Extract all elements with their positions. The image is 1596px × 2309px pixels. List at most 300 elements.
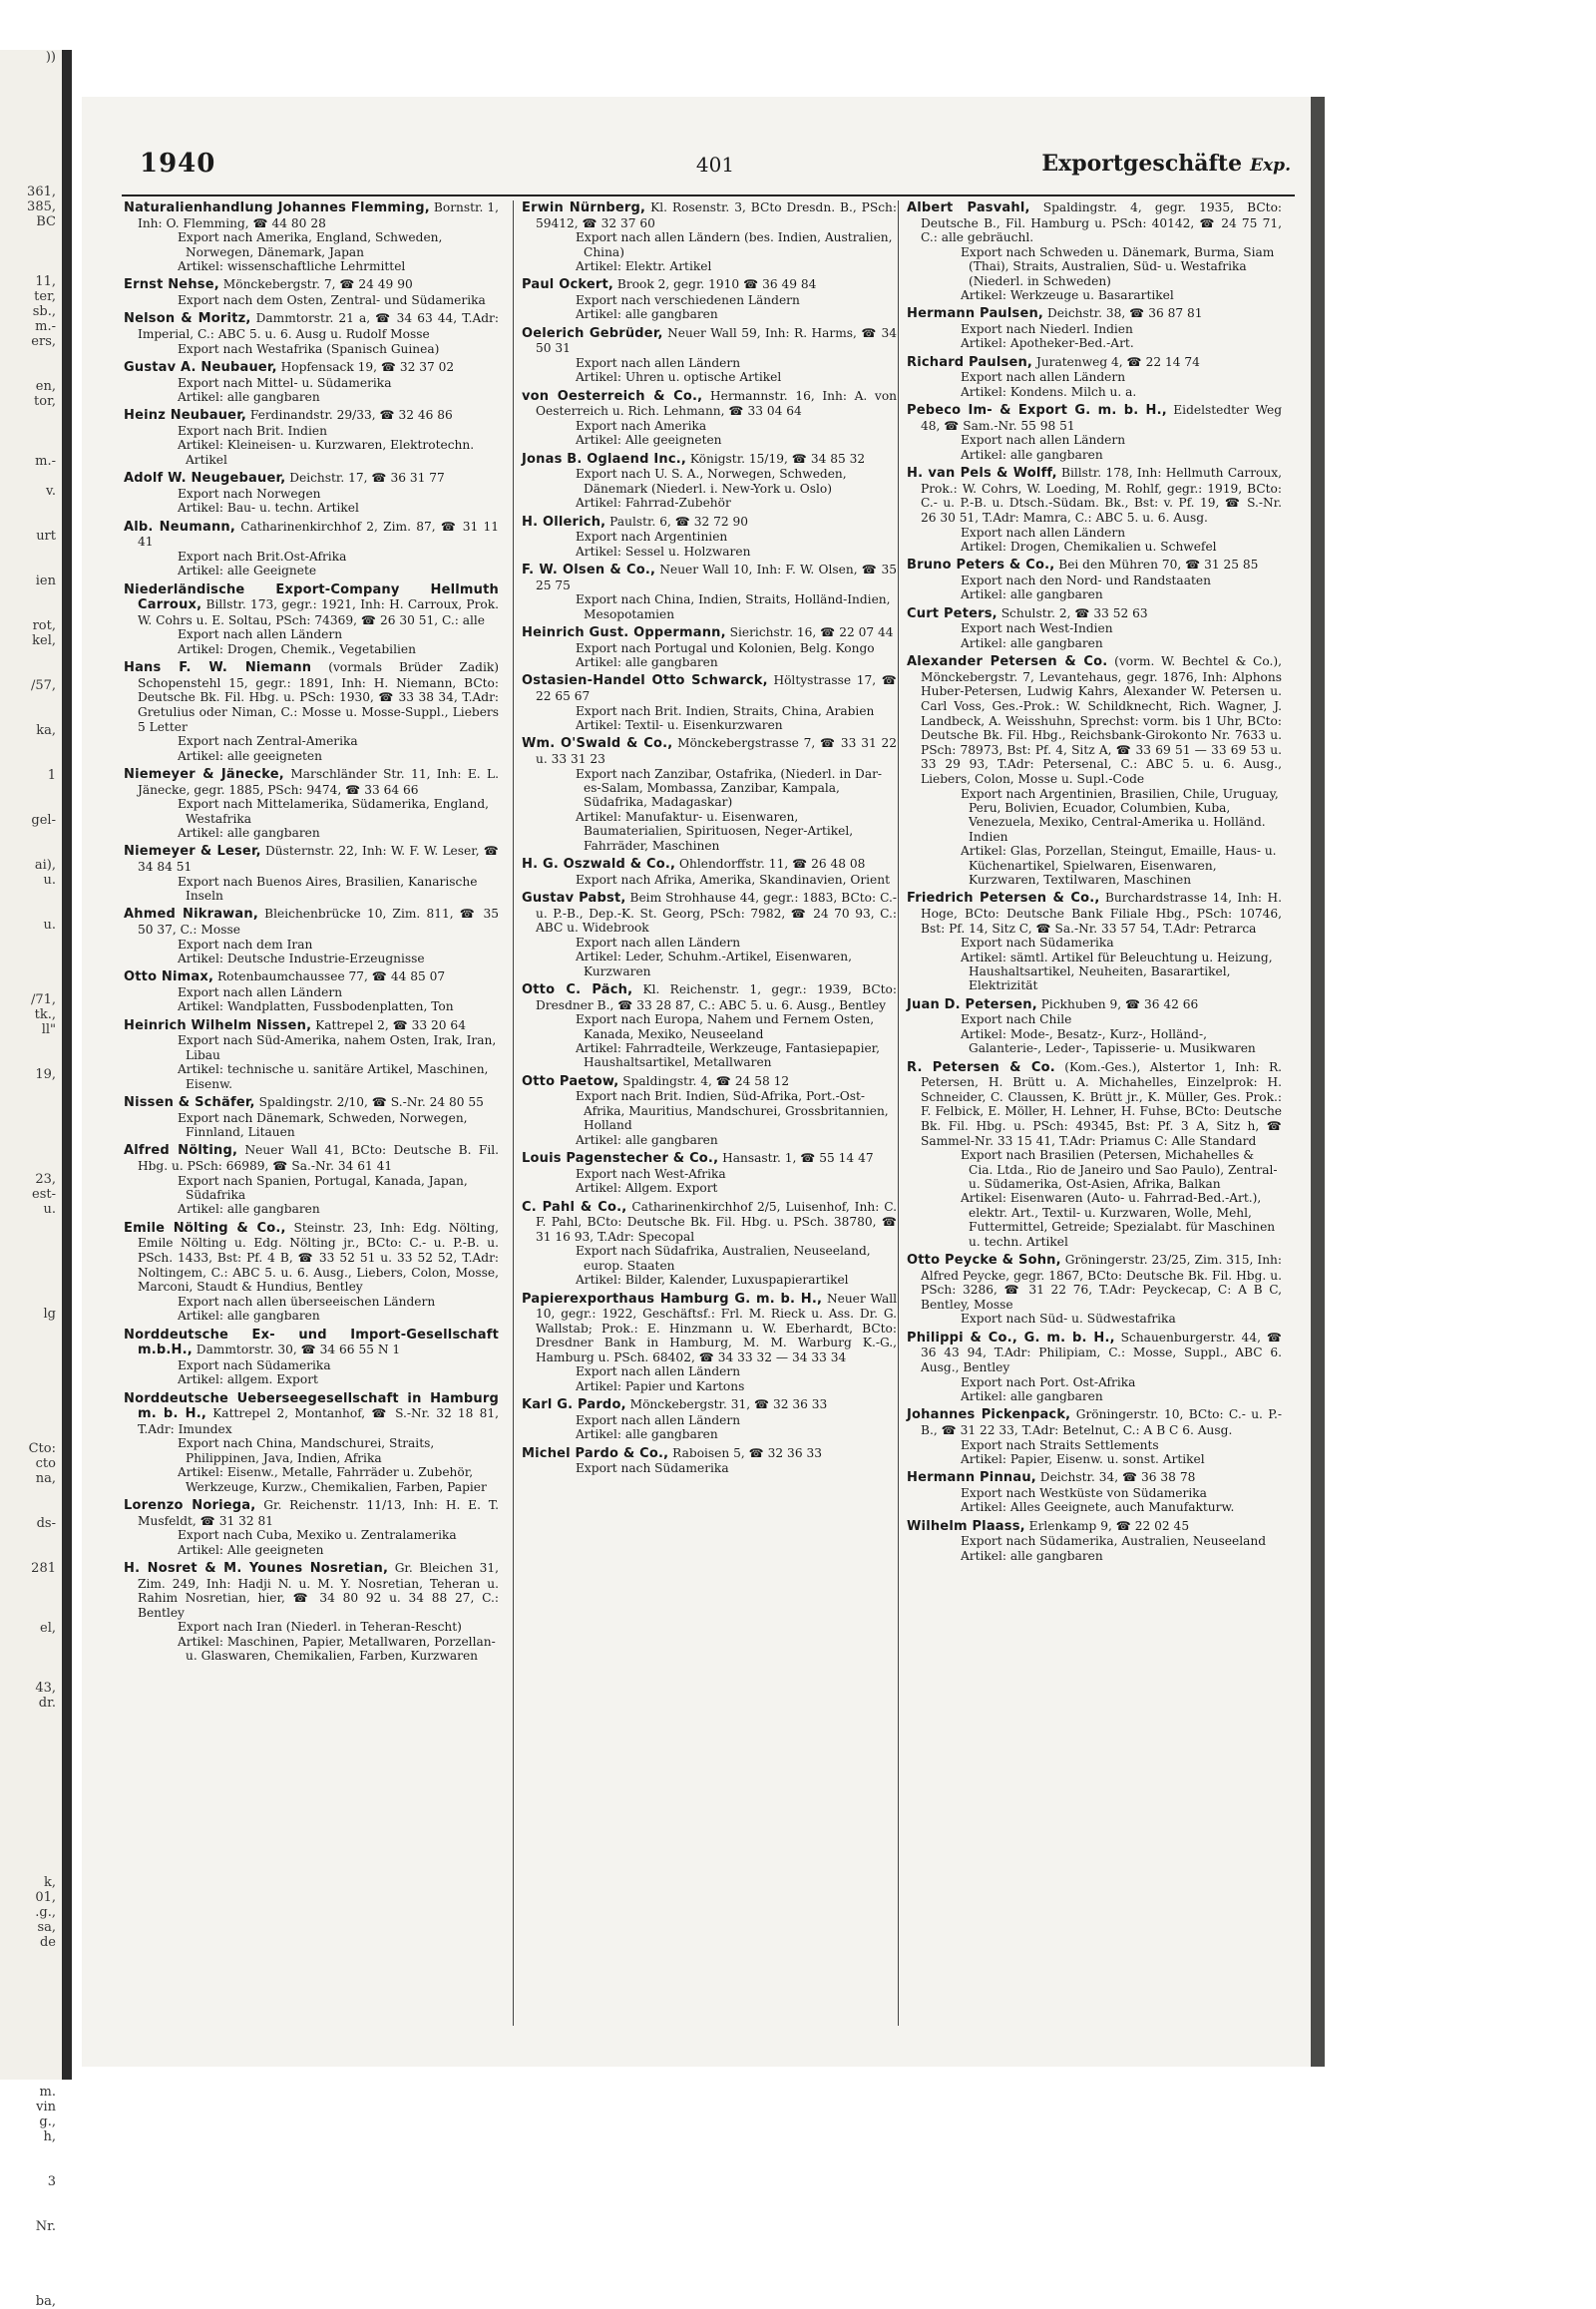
entry-header xyxy=(522,1151,897,1167)
directory-entry xyxy=(907,1253,1282,1327)
export-destinations: Export nach China, Indien, Straits, Holländ-Indien, Mesopotamien xyxy=(576,592,891,621)
export-articles: Artikel: alle gangbaren xyxy=(178,390,320,404)
company-details: Marschländer Str. 11, Inh: E. L. Jänecke, gegr. 1885, PSch: 9474, ☎ 33 64 66 xyxy=(138,767,499,797)
export-articles: Artikel: alle gangbaren xyxy=(961,635,1103,650)
directory-entry xyxy=(124,844,499,903)
export-articles: Artikel: Maschinen, Papier, Metallwaren, Porzellan- u. Glaswaren, Chemikalien, Farben, Kurzwaren xyxy=(178,1634,496,1664)
company-details: Deichstr. 38, ☎ 36 87 81 xyxy=(1046,306,1203,321)
export-destinations: Export nach West-Afrika xyxy=(576,1166,726,1181)
export-articles: Artikel: technische u. sanitäre Artikel, Maschinen, Eisenw. xyxy=(178,1062,489,1091)
export-articles: Artikel: alle gangbaren xyxy=(961,1389,1103,1403)
export-articles: Artikel: Eisenw., Metalle, Fahrräder u. Zubehör, Werkzeuge, Kurzw., Chemikalien, Farben, Papier xyxy=(178,1465,487,1494)
directory-entry xyxy=(907,403,1282,462)
company-details: Beim Strohhause 44, gegr.: 1883, BCto: C.- u. P.-B., Dep.-K. St. Georg, PSch: 7982, ☎ 24 70 93, C.: ABC u. Widebrook xyxy=(536,891,897,936)
company-details: Hopfensack 19, ☎ 32 37 02 xyxy=(280,360,455,374)
export-articles: Artikel: Deutsche Industrie-Erzeugnisse xyxy=(178,952,425,965)
company-details: Hansastr. 1, ☎ 55 14 47 xyxy=(722,1151,874,1166)
company-details: Neuer Wall 10, Inh: F. W. Olsen, ☎ 35 25 75 xyxy=(536,563,897,592)
company-name: Oelerich Gebrüder, xyxy=(522,325,663,341)
directory-entry xyxy=(522,200,897,273)
entry-header xyxy=(522,563,897,592)
company-details: Sierichstr. 16, ☎ 22 07 44 xyxy=(729,625,894,640)
export-articles: Artikel: alle gangbaren xyxy=(178,1202,320,1217)
header-rule xyxy=(122,194,1295,196)
directory-entry xyxy=(907,654,1282,887)
company-name: Gustav Pabst, xyxy=(522,891,626,907)
company-name: Bruno Peters & Co., xyxy=(907,558,1055,574)
directory-entry xyxy=(907,1470,1282,1514)
export-destinations: Export nach Brit. Indien, Süd-Afrika, Port.-Ost-Afrika, Mauritius, Mandschurei, Grossbritannien, Holland xyxy=(576,1089,889,1133)
directory-entry xyxy=(124,311,499,356)
company-details: Ferdinandstr. 29/33, ☎ 32 46 86 xyxy=(249,408,453,423)
company-name: Heinz Neubauer, xyxy=(124,408,247,424)
company-details: Kattrepel 2, ☎ 33 20 64 xyxy=(315,1017,466,1032)
export-destinations: Export nach Brit. Indien, Straits, China, Arabien xyxy=(576,703,875,718)
section-title-text: Exportgeschäfte xyxy=(1041,151,1243,177)
company-details: Kattrepel 2, Montanhof, ☎ S.-Nr. 32 18 81, T.Adr: Imundex xyxy=(138,1406,499,1436)
entry-header xyxy=(124,408,499,424)
directory-entry xyxy=(522,736,897,853)
company-details: (Kom.-Ges.), Alstertor 1, Inh: R. Petersen, H. Brütt u. A. Michahelles, Einzelprok: H. Schneider, C. Claussen, K. Brütt jr., K. Müller, Ges. Prok.: F. Felbick, E. Möller, H. Lehner, H. Fuhse, BCto: Deutsche Bk. Fil. Hbg. u. PSch: 49345, Bst: Pf. 3 A, Sitz h, ☎ Sammel-Nr. 33 15 41, T.Adr: Priamus C: Alle Standard xyxy=(921,1059,1283,1148)
entry-header xyxy=(124,1498,499,1528)
company-name: Otto Paetow, xyxy=(522,1073,619,1089)
entry-header xyxy=(124,660,499,734)
directory-entry xyxy=(124,200,499,273)
directory-entry xyxy=(124,1018,499,1091)
company-name: Niemeyer & Leser, xyxy=(124,844,261,860)
export-articles: Artikel: Allgem. Export xyxy=(576,1181,718,1196)
directory-entry xyxy=(907,1060,1282,1249)
company-details: Schulstr. 2, ☎ 33 52 63 xyxy=(1000,605,1148,620)
entry-header xyxy=(124,360,499,376)
export-destinations: Export nach allen Ländern xyxy=(576,1364,741,1379)
company-details: Neuer Wall 41, BCto: Deutsche B. Fil. Hbg. u. PSch: 66989, ☎ Sa.-Nr. 34 61 41 xyxy=(138,1143,499,1174)
company-details: Hermannstr. 16, Inh: A. von Oesterreich u. Rich. Lehmann, ☎ 33 04 64 xyxy=(536,388,897,419)
export-destinations: Export nach Port. Ost-Afrika xyxy=(961,1374,1136,1389)
company-details: Gr. Bleichen 31, Zim. 249, Inh: Hadji N. u. M. Y. Nosretian, Teheran u. Rahim Nosretian, hier, ☎ 34 80 92 u. 34 88 27, C.: Bentley xyxy=(138,1561,499,1620)
export-destinations: Export nach Mittel- u. Südamerika xyxy=(178,375,392,390)
export-articles: Artikel: Apotheker-Bed.-Art. xyxy=(961,336,1134,351)
column-2 xyxy=(513,200,897,2026)
entry-header xyxy=(124,1221,499,1295)
export-articles: Artikel: Bau- u. techn. Artikel xyxy=(178,501,359,516)
company-name: Curt Peters, xyxy=(907,605,998,621)
company-details: Billstr. 173, gegr.: 1921, Inh: H. Carroux, Prok. W. Cohrs u. E. Soltau, PSch: 74369, ☎ 26 30 51, C.: alle xyxy=(138,597,499,627)
directory-entry xyxy=(907,1407,1282,1466)
entry-header xyxy=(522,736,897,766)
directory-entry xyxy=(124,582,499,657)
company-details: Bornstr. 1, Inh: O. Flemming, ☎ 44 80 28 xyxy=(138,200,500,230)
directory-entry xyxy=(522,1397,897,1441)
export-destinations: Export nach Südamerika xyxy=(576,1461,729,1476)
export-destinations: Export nach allen Ländern xyxy=(178,627,343,642)
entry-header xyxy=(124,200,499,230)
export-destinations: Export nach allen Ländern xyxy=(178,985,343,999)
company-details: Paulstr. 6, ☎ 32 72 90 xyxy=(609,514,749,529)
company-name: Adolf W. Neugebauer, xyxy=(124,471,286,487)
directory-entry xyxy=(124,767,499,840)
directory-entry xyxy=(124,1391,499,1494)
entry-header xyxy=(907,606,1282,622)
export-destinations: Export nach Zanzibar, Ostafrika, (Niederl. in Dar-es-Salam, Mombassa, Zanzibar, Kampala, Südafrika, Madagaskar) xyxy=(576,766,883,810)
export-destinations: Export nach Afrika, Amerika, Skandinavien, Orient xyxy=(576,872,891,887)
entry-header xyxy=(907,1253,1282,1312)
export-articles: Artikel: alle geeigneten xyxy=(178,748,322,763)
export-destinations: Export nach Südafrika, Australien, Neuseeland, europ. Staaten xyxy=(576,1244,871,1273)
company-name: Hermann Paulsen, xyxy=(907,306,1044,322)
export-destinations: Export nach Mittelamerika, Südamerika, England, Westafrika xyxy=(178,797,490,826)
export-articles: Artikel: Alle geeigneten xyxy=(178,1542,324,1557)
export-destinations: Export nach Westküste von Südamerika xyxy=(961,1486,1207,1500)
export-destinations: Export nach China, Mandschurei, Straits, Philippinen, Java, Indien, Afrika xyxy=(178,1436,435,1465)
company-details: Düsternstr. 22, Inh: W. F. W. Leser, ☎ 34 84 51 xyxy=(138,844,499,874)
company-name: Heinrich Gust. Oppermann, xyxy=(522,625,726,641)
export-articles: Artikel: alle gangbaren xyxy=(961,1548,1103,1563)
company-details: Brook 2, gegr. 1910 ☎ 36 49 84 xyxy=(616,277,817,292)
export-destinations: Export nach West-Indien xyxy=(961,621,1113,636)
directory-entry xyxy=(522,277,897,321)
entry-header xyxy=(522,982,897,1012)
directory-entry xyxy=(907,200,1282,302)
column-1 xyxy=(124,200,499,2026)
company-name: Paul Ockert, xyxy=(522,277,614,293)
company-details: Burchardstrasse 14, Inh: H. Hoge, BCto: Deutsche Bank Filiale Hbg., PSch: 10746, Bst: Pf. 14, Sitz C, ☎ Sa.-Nr. 33 57 54, T.Adr: Petrarca xyxy=(921,891,1282,936)
entry-header xyxy=(907,403,1282,433)
company-name: Naturalienhandlung Johannes Flemming, xyxy=(124,200,430,215)
entry-header xyxy=(907,654,1282,786)
export-destinations: Export nach allen überseeischen Ländern xyxy=(178,1294,436,1309)
directory-entry xyxy=(124,1095,499,1139)
entry-header xyxy=(907,1331,1282,1375)
directory-entry xyxy=(124,907,499,965)
export-destinations: Export nach allen Ländern xyxy=(576,935,741,950)
export-destinations: Export nach Niederl. Indien xyxy=(961,322,1133,336)
company-name: Ernst Nehse, xyxy=(124,277,219,293)
company-name: H. van Pels & Wolff, xyxy=(907,466,1057,482)
company-name: Michel Pardo & Co., xyxy=(522,1445,669,1461)
directory-entry xyxy=(907,1331,1282,1404)
company-name: Alexander Petersen & Co. xyxy=(907,654,1108,670)
export-articles: Artikel: alle gangbaren xyxy=(178,826,320,840)
company-name: Albert Pasvahl, xyxy=(907,200,1030,215)
company-name: Wilhelm Plaass, xyxy=(907,1518,1025,1534)
entry-header xyxy=(522,891,897,936)
company-name: Ahmed Nikrawan, xyxy=(124,907,258,923)
export-destinations: Export nach Argentinien, Brasilien, Chile, Uruguay, Peru, Bolivien, Ecuador, Columbien, Kuba, Venezuela, Mexiko, Central-Amerika u. Holländ. Indien xyxy=(961,786,1279,844)
export-destinations: Export nach Buenos Aires, Brasilien, Kanarische Inseln xyxy=(178,874,478,903)
header-year: 1940 xyxy=(140,149,216,179)
page-number: 401 xyxy=(695,153,735,177)
entry-header xyxy=(907,1470,1282,1486)
entry-header xyxy=(907,558,1282,574)
export-articles: Artikel: Fahrradteile, Werkzeuge, Fantasiepapier, Haushaltsartikel, Metallwaren xyxy=(576,1041,881,1070)
directory-entry xyxy=(124,1561,499,1664)
entry-header xyxy=(522,673,897,703)
export-articles: Artikel: Wandplatten, Fussbodenplatten, Ton xyxy=(178,999,454,1014)
export-destinations: Export nach Süd-Amerika, nahem Osten, Irak, Iran, Libau xyxy=(178,1033,497,1062)
section-title xyxy=(1041,151,1291,177)
export-destinations: Export nach U. S. A., Norwegen, Schweden, Dänemark (Niederl. i. New-York u. Oslo) xyxy=(576,467,847,496)
export-destinations: Export nach Spanien, Portugal, Kanada, Japan, Südafrika xyxy=(178,1173,468,1203)
export-articles: Artikel: alle gangbaren xyxy=(178,1309,320,1324)
company-details: Raboisen 5, ☎ 32 36 33 xyxy=(672,1445,822,1460)
directory-entry xyxy=(522,673,897,732)
company-name: Niederländische Export-Company Hellmuth Carroux, xyxy=(124,581,499,613)
export-destinations: Export nach Amerika xyxy=(576,419,707,433)
export-articles: Artikel: alle gangbaren xyxy=(576,307,718,322)
company-name: Wm. O'Swald & Co., xyxy=(522,736,673,752)
export-articles: Artikel: alle gangbaren xyxy=(576,655,718,670)
directory-entry xyxy=(124,1328,499,1387)
export-destinations: Export nach allen Ländern xyxy=(961,370,1126,385)
column-3 xyxy=(898,200,1282,2026)
entry-header xyxy=(522,1074,897,1090)
entry-header xyxy=(522,452,897,468)
entry-header xyxy=(522,857,897,873)
company-details: Neuer Wall 10, gegr.: 1922, Geschäftsf.: Frl. M. Rieck u. Ass. Dr. G. Wallstab; Prok.: E. Hinzmann u. W. Eberhardt, BCto: Dresdner Bank in Hamburg, M. M. Warburg K.-G., Hamburg u. PSch. 68402, ☎ 34 33 32 — 34 33 34 xyxy=(536,1291,898,1364)
entry-header xyxy=(124,969,499,985)
export-destinations: Export nach allen Ländern xyxy=(576,1412,741,1427)
company-name: Friedrich Petersen & Co., xyxy=(907,891,1100,907)
company-name: Otto C. Päch, xyxy=(522,982,633,998)
entry-header xyxy=(124,311,499,341)
export-destinations: Export nach dem Iran xyxy=(178,937,313,952)
entry-header xyxy=(907,891,1282,936)
directory-entry xyxy=(522,515,897,559)
company-details: Pickhuben 9, ☎ 36 42 66 xyxy=(1040,996,1199,1011)
export-articles: Artikel: alle Geeignete xyxy=(178,564,317,578)
entry-header xyxy=(907,355,1282,371)
entry-header xyxy=(907,200,1282,245)
company-details: Gr. Reichenstr. 11/13, Inh: H. E. T. Musfeldt, ☎ 31 32 81 xyxy=(138,1498,500,1528)
directory-entry xyxy=(124,1498,499,1557)
directory-entry xyxy=(124,660,499,763)
entry-header xyxy=(124,1561,499,1620)
company-details: Gröningerstr. 23/25, Zim. 315, Inh: Alfred Peycke, gegr. 1867, BCto: Deutsche Bk. Fil. Hbg. u. PSch: 3286, ☎ 31 22 76, T.Adr: Peyckecap, C: A B C, Bentley, Mosse xyxy=(921,1253,1282,1312)
export-destinations: Export nach Westafrika (Spanisch Guinea) xyxy=(178,341,440,356)
company-details: Eidelstedter Weg 48, ☎ Sam.-Nr. 55 98 51 xyxy=(921,403,1282,433)
directory-entry xyxy=(522,326,897,385)
entry-header xyxy=(124,1143,499,1173)
entry-header xyxy=(522,200,897,230)
export-articles: Artikel: Manufaktur- u. Eisenwaren, Baumaterialien, Spirituosen, Neger-Artikel, Fahrräder, Maschinen xyxy=(576,809,854,853)
company-name: Hermann Pinnau, xyxy=(907,1470,1036,1486)
company-name: Richard Paulsen, xyxy=(907,354,1033,370)
export-destinations: Export nach Europa, Nahem und Fernem Osten, Kanada, Mexiko, Neuseeland xyxy=(576,1012,875,1041)
entry-header xyxy=(522,326,897,356)
entry-header xyxy=(124,844,499,874)
company-name: Niemeyer & Jänecke, xyxy=(124,767,284,782)
export-articles: Artikel: Werkzeuge u. Basarartikel xyxy=(961,288,1174,302)
directory-page xyxy=(82,97,1325,2067)
directory-entry xyxy=(522,1200,897,1288)
directory-entry xyxy=(907,997,1282,1056)
company-name: H. G. Oszwald & Co., xyxy=(522,857,676,873)
company-name: Hans F. W. Niemann xyxy=(124,660,312,676)
export-destinations: Export nach allen Ländern xyxy=(961,525,1126,540)
entry-header xyxy=(124,1391,499,1437)
company-details: Kl. Rosenstr. 3, BCto Dresdn. B., PSch: 59412, ☎ 32 37 60 xyxy=(536,200,897,230)
entry-header xyxy=(522,1292,897,1365)
export-destinations: Export nach Iran (Niederl. in Teheran-Rescht) xyxy=(178,1620,462,1635)
export-articles: Artikel: Kondens. Milch u. a. xyxy=(961,384,1137,399)
company-details: Juratenweg 4, ☎ 22 14 74 xyxy=(1035,354,1200,369)
entry-header xyxy=(124,1018,499,1034)
company-details: Catharinenkirchhof 2/5, Luisenhof, Inh: C. F. Pahl, BCto: Deutsche Bk. Fil. Hbg. u. PSch. 38780, ☎ 31 16 93, T.Adr: Specopal xyxy=(536,1199,897,1244)
directory-entry xyxy=(124,520,499,578)
export-destinations: Export nach Cuba, Mexiko u. Zentralamerika xyxy=(178,1528,457,1543)
export-destinations: Export nach verschiedenen Ländern xyxy=(576,293,800,307)
directory-entry xyxy=(124,1143,499,1216)
company-name: C. Pahl & Co., xyxy=(522,1199,627,1215)
company-name: Emile Nölting & Co., xyxy=(124,1220,286,1236)
directory-entry xyxy=(522,1446,897,1476)
export-articles: Artikel: Bilder, Kalender, Luxuspapierartikel xyxy=(576,1273,849,1288)
company-details: Deichstr. 34, ☎ 36 38 78 xyxy=(1039,1470,1196,1485)
directory-entry xyxy=(124,1221,499,1324)
company-name: Ostasien-Handel Otto Schwarck, xyxy=(522,673,768,689)
export-articles: Artikel: Drogen, Chemik., Vegetabilien xyxy=(178,641,416,656)
company-details: Steinstr. 23, Inh: Edg. Nölting, Emile Nölting u. Edg. Nölting jr., BCto: C.- u. P.-B. u. PSch. 1433, Bst: Pf. 4 B, ☎ 33 52 51 u. 33 52 52, T.Adr: Noltingem, C.: ABC 5. u. 6. Ausg., Liebers, Colon, Mosse, Marconi, Staudt & Hundius, Bentley xyxy=(138,1220,500,1295)
entry-header xyxy=(124,1328,499,1358)
company-details: Dammtorstr. 30, ☎ 34 66 55 N 1 xyxy=(196,1343,401,1357)
export-destinations: Export nach Schweden u. Dänemark, Burma, Siam (Thai), Straits, Australien, Süd- u. Westafrika (Niederl. in Schweden) xyxy=(961,244,1275,288)
directory-entry xyxy=(124,360,499,404)
company-name: Norddeutsche Ueberseegesellschaft in Hamburg m. b. H., xyxy=(124,1390,499,1422)
page-gutter xyxy=(62,50,72,2080)
company-details: Erlenkamp 9, ☎ 22 02 45 xyxy=(1028,1518,1190,1533)
directory-entry xyxy=(124,471,499,515)
company-name: Louis Pagenstecher & Co., xyxy=(522,1151,719,1167)
export-articles: Artikel: Papier und Kartons xyxy=(576,1378,745,1393)
section-abbreviation: Exp. xyxy=(1250,156,1291,176)
export-destinations: Export nach Süd- u. Südwestafrika xyxy=(961,1312,1176,1327)
export-articles: Artikel: Leder, Schuhm.-Artikel, Eisenwaren, Kurzwaren xyxy=(576,950,852,978)
export-destinations: Export nach Chile xyxy=(961,1012,1072,1027)
entry-header xyxy=(522,625,897,641)
company-name: F. W. Olsen & Co., xyxy=(522,563,656,578)
export-articles: Artikel: allgem. Export xyxy=(178,1372,318,1387)
export-destinations: Export nach Dänemark, Schweden, Norwegen, Finnland, Litauen xyxy=(178,1110,468,1140)
directory-entry xyxy=(522,982,897,1070)
company-details: Neuer Wall 59, Inh: R. Harms, ☎ 34 50 31 xyxy=(536,325,898,356)
entry-header xyxy=(124,520,499,550)
export-articles: Artikel: Mode-, Besatz-, Kurz-, Holländ-, Galanterie-, Leder-, Tapisserie- u. Musikwaren xyxy=(961,1026,1256,1056)
company-name: Erwin Nürnberg, xyxy=(522,200,646,215)
directory-entry xyxy=(907,606,1282,650)
directory-entry xyxy=(522,891,897,978)
directory-entry xyxy=(124,969,499,1013)
export-articles: Artikel: Kleineisen- u. Kurzwaren, Elektrotechn. Artikel xyxy=(178,438,475,467)
entry-header xyxy=(907,466,1282,525)
entry-header xyxy=(522,1200,897,1245)
company-name: Pebeco Im- & Export G. m. b. H., xyxy=(907,403,1167,419)
entry-header xyxy=(907,1407,1282,1437)
directory-entry xyxy=(907,306,1282,350)
export-articles: Artikel: wissenschaftliche Lehrmittel xyxy=(178,259,406,273)
export-articles: Artikel: alle gangbaren xyxy=(961,587,1103,602)
company-details: Königstr. 15/19, ☎ 34 85 32 xyxy=(689,451,866,466)
export-destinations: Export nach Zentral-Amerika xyxy=(178,734,358,749)
export-destinations: Export nach Brit. Indien xyxy=(178,424,327,438)
export-articles: Artikel: sämtl. Artikel für Beleuchtung u. Heizung, Haushaltsartikel, Neuheiten, Basarartikel, Elektrizität xyxy=(961,950,1273,993)
company-details: Bei den Mühren 70, ☎ 31 25 85 xyxy=(1058,558,1259,573)
company-details: Rotenbaumchaussee 77, ☎ 44 85 07 xyxy=(217,969,446,984)
export-destinations: Export nach Norwegen xyxy=(178,486,321,501)
directory-entry xyxy=(522,625,897,669)
export-articles: Artikel: Textil- u. Eisenkurzwaren xyxy=(576,718,783,733)
company-name: Lorenzo Noriega, xyxy=(124,1498,256,1514)
directory-entry xyxy=(522,452,897,511)
directory-entry xyxy=(522,1074,897,1147)
export-articles: Artikel: alle gangbaren xyxy=(576,1132,718,1147)
export-destinations: Export nach allen Ländern xyxy=(961,433,1126,448)
company-name: Nelson & Moritz, xyxy=(124,311,251,327)
entry-header xyxy=(522,1397,897,1413)
company-name: von Oesterreich & Co., xyxy=(522,388,703,404)
running-header xyxy=(140,149,1291,185)
export-articles: Artikel: Uhren u. optische Artikel xyxy=(576,370,782,385)
directory-entry xyxy=(907,466,1282,554)
export-destinations: Export nach den Nord- und Randstaaten xyxy=(961,574,1211,587)
directory-entry xyxy=(522,857,897,887)
company-name: Philippi & Co., G. m. b. H., xyxy=(907,1330,1115,1346)
directory-entry xyxy=(907,355,1282,399)
company-details: Ohlendorffstr. 11, ☎ 26 48 08 xyxy=(679,857,866,872)
export-destinations: Export nach Südamerika xyxy=(961,936,1114,951)
export-destinations: Export nach Portugal und Kolonien, Belg. Kongo xyxy=(576,640,875,655)
export-destinations: Export nach Südamerika xyxy=(178,1357,331,1372)
directory-entry xyxy=(907,1519,1282,1563)
company-name: Norddeutsche Ex- und Import-Gesellschaft m.b.H., xyxy=(124,1327,499,1358)
directory-entry xyxy=(522,389,897,448)
export-articles: Artikel: Sessel u. Holzwaren xyxy=(576,544,751,559)
export-destinations: Export nach Brasilien (Petersen, Michahelles & Cia. Ltda., Rio de Janeiro und Sao Paulo), Zentral- u. Südamerika, Ost-Asien, Afrika, Balkan xyxy=(961,1148,1278,1191)
export-articles: Artikel: Alle geeigneten xyxy=(576,433,722,448)
company-details: Mönckebergstr. 31, ☎ 32 36 33 xyxy=(629,1397,828,1412)
company-name: Otto Peycke & Sohn, xyxy=(907,1253,1061,1269)
company-name: Papierexporthaus Hamburg G. m. b. H., xyxy=(522,1291,823,1307)
company-name: Jonas B. Oglaend Inc., xyxy=(522,451,686,467)
company-name: Karl G. Pardo, xyxy=(522,1397,626,1413)
entry-header xyxy=(522,389,897,419)
directory-entry xyxy=(907,891,1282,992)
entry-header xyxy=(522,515,897,531)
company-details: Spaldingstr. 4, gegr. 1935, BCto: Deutsche B., Fil. Hamburg u. PSch: 40142, ☎ 24 75 71, C.: alle gebräuchl. xyxy=(921,200,1283,245)
company-name: Heinrich Wilhelm Nissen, xyxy=(124,1017,312,1033)
export-destinations: Export nach allen Ländern (bes. Indien, Australien, China) xyxy=(576,230,893,259)
directory-entry xyxy=(522,1151,897,1195)
company-details: Spaldingstr. 4, ☎ 24 58 12 xyxy=(622,1073,790,1088)
export-articles: Artikel: Eisenwaren (Auto- u. Fahrrad-Bed.-Art.), elektr. Art., Textil- u. Kurzwaren, Wolle, Mehl, Futtermittel, Getreide; Spezialabt. für Maschinen u. techn. Artikel xyxy=(961,1191,1276,1249)
company-details: Dammtorstr. 21 a, ☎ 34 63 44, T.Adr: Imperial, C.: ABC 5. u. 6. Ausg u. Rudolf Mosse xyxy=(138,311,499,341)
directory-entry xyxy=(907,558,1282,601)
previous-page-text: )) 361, 385, BC 11, ter, sb., m.- ers, en, tor, m.- v. urt ien rot, kel, /57, ka, 1 gel- ai), u. u. /71, tk., ll" 19, 23, est- u. lg Cto: cto na, ds- 281 el, 43, dr. k, 01, .g., sa, de m. vin g., h, 3 Nr. ba, xyxy=(27,50,56,2309)
export-destinations: Export nach Straits Settlements xyxy=(961,1437,1159,1452)
company-name: Nissen & Schäfer, xyxy=(124,1095,255,1111)
entry-header xyxy=(522,1446,897,1462)
entry-header xyxy=(124,277,499,293)
previous-page-fragment xyxy=(0,50,63,2309)
company-name: Alfred Nölting, xyxy=(124,1143,238,1159)
company-name: Juan D. Petersen, xyxy=(907,996,1037,1012)
company-details: Bleichenbrücke 10, Zim. 811, ☎ 35 50 37, C.: Mosse xyxy=(138,907,499,937)
export-destinations: Export nach Südamerika, Australien, Neuseeland xyxy=(961,1534,1267,1549)
export-destinations: Export nach Amerika, England, Schweden, Norwegen, Dänemark, Japan xyxy=(178,230,443,259)
export-articles: Artikel: Alles Geeignete, auch Manufakturw. xyxy=(961,1500,1235,1515)
export-articles: Artikel: alle gangbaren xyxy=(576,1427,718,1442)
company-details: (vormals Brüder Zadik) Schopenstehl 15, gegr.: 1891, Inh: H. Niemann, BCto: Deutsche Bk. Fil. Hbg. u. PSch: 1930, ☎ 33 38 34, T.Adr: Gretulius oder Niman, C.: Mosse u. Mosse-Suppl., Liebers 5 Letter xyxy=(138,660,499,734)
